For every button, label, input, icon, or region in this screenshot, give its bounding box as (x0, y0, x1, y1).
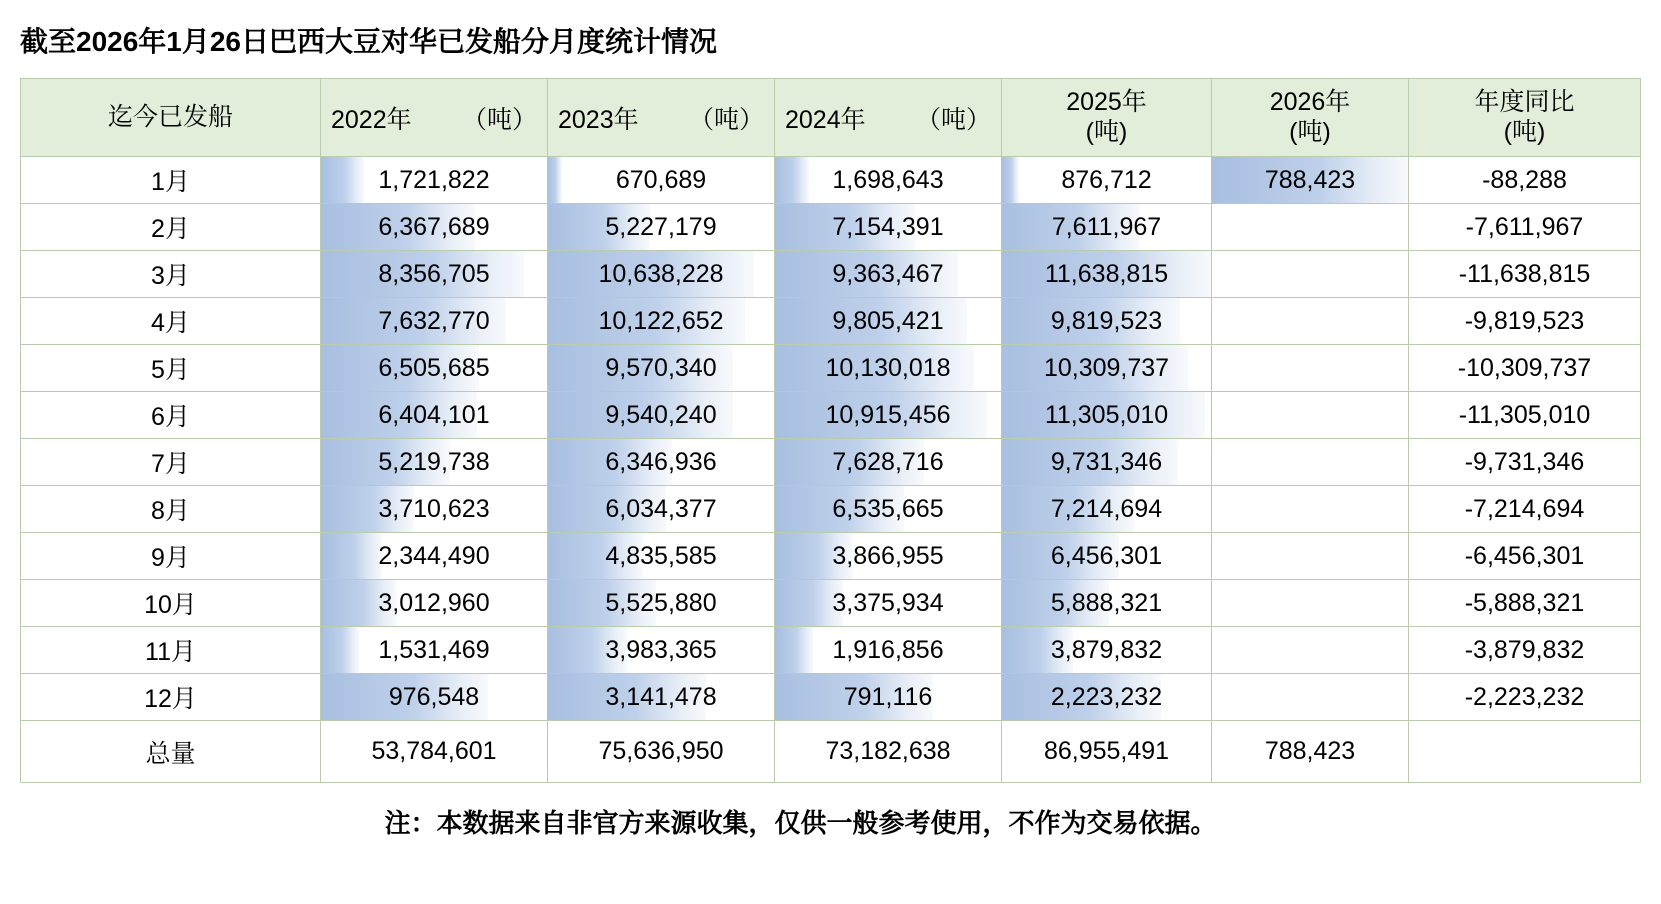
shipment-table (20, 78, 1641, 783)
col-header-2022-unit: （吨） (461, 105, 537, 134)
cell-yoy: -3,879,832 (1409, 627, 1641, 674)
cell-2022-value: 1,531,469 (378, 635, 490, 664)
table-row (21, 486, 1641, 533)
cell-month: 5月 (21, 345, 321, 392)
cell-2024 (775, 204, 1002, 251)
table-row (21, 392, 1641, 439)
cell-2022-value: 976,548 (388, 682, 480, 711)
col-header-yoy-label: 年度同比 (1474, 88, 1575, 116)
table-row (21, 439, 1641, 486)
table-row (21, 580, 1641, 627)
cell-2025 (1002, 439, 1212, 486)
cell-2026 (1212, 533, 1409, 580)
cell-yoy: -7,214,694 (1409, 486, 1641, 533)
cell-2026 (1212, 204, 1409, 251)
col-header-2022-split (321, 79, 547, 156)
cell-2022 (321, 298, 548, 345)
col-header-2026 (1212, 79, 1409, 157)
table-row (21, 627, 1641, 674)
total-2023: 75,636,950 (548, 721, 775, 783)
col-header-2023-unit: （吨） (688, 105, 764, 134)
col-header-2026-unit: (吨) (1289, 117, 1331, 146)
cell-yoy: -5,888,321 (1409, 580, 1641, 627)
cell-2023 (548, 486, 775, 533)
cell-2022-value: 6,367,689 (378, 212, 490, 241)
col-header-2024-label: 2024年 (785, 105, 866, 134)
cell-yoy: -88,288 (1409, 157, 1641, 204)
cell-2026 (1212, 392, 1409, 439)
cell-2023-value: 4,835,585 (605, 541, 717, 570)
cell-2024-value: 791,116 (843, 682, 933, 711)
cell-2026 (1212, 345, 1409, 392)
cell-2023 (548, 157, 775, 204)
cell-yoy: -9,731,346 (1409, 439, 1641, 486)
cell-2024-value: 3,866,955 (832, 541, 944, 570)
cell-2022 (321, 251, 548, 298)
cell-2024-value: 1,698,643 (832, 165, 944, 194)
cell-2023 (548, 392, 775, 439)
cell-2022 (321, 674, 548, 721)
cell-month: 12月 (21, 674, 321, 721)
cell-2023 (548, 627, 775, 674)
total-2024: 73,182,638 (775, 721, 1002, 783)
cell-2024 (775, 533, 1002, 580)
table-header (21, 79, 1641, 157)
cell-2025 (1002, 580, 1212, 627)
table-body (21, 157, 1641, 721)
col-header-2022-label: 2022年 (331, 105, 412, 134)
cell-2024 (775, 298, 1002, 345)
cell-2023-value: 3,983,365 (605, 635, 717, 664)
col-header-2024-split (775, 79, 1001, 156)
total-yoy (1409, 721, 1641, 783)
cell-month: 3月 (21, 251, 321, 298)
cell-2023 (548, 533, 775, 580)
cell-2023-value: 670,689 (615, 165, 707, 194)
cell-2022-value: 3,710,623 (378, 494, 490, 523)
cell-2026 (1212, 627, 1409, 674)
cell-2026 (1212, 486, 1409, 533)
cell-2025 (1002, 674, 1212, 721)
col-header-2023-label: 2023年 (558, 105, 639, 134)
cell-yoy: -11,305,010 (1409, 392, 1641, 439)
cell-2022 (321, 345, 548, 392)
col-header-yoy-unit: (吨) (1503, 117, 1546, 146)
cell-2023 (548, 439, 775, 486)
cell-2023-value: 6,034,377 (605, 494, 717, 523)
col-header-2024-unit: （吨） (915, 105, 991, 134)
col-header-2023-split (548, 79, 774, 156)
total-2026: 788,423 (1212, 721, 1409, 783)
cell-2022 (321, 439, 548, 486)
cell-2024-value: 9,805,421 (832, 306, 944, 335)
cell-2026 (1212, 298, 1409, 345)
cell-2022-value: 2,344,490 (378, 541, 490, 570)
cell-2023-value: 6,346,936 (605, 447, 717, 476)
col-header-2025-label: 2025年 (1066, 88, 1147, 116)
cell-month: 4月 (21, 298, 321, 345)
cell-2025-value: 9,731,346 (1050, 447, 1163, 476)
totals-row (21, 721, 1641, 783)
cell-2026 (1212, 157, 1409, 204)
cell-2024 (775, 674, 1002, 721)
cell-yoy: -10,309,737 (1409, 345, 1641, 392)
cell-month: 1月 (21, 157, 321, 204)
cell-2025-value: 11,305,010 (1044, 400, 1169, 429)
cell-2024-value: 7,628,716 (832, 447, 944, 476)
cell-2022 (321, 627, 548, 674)
cell-2024 (775, 251, 1002, 298)
cell-2023-value: 5,227,179 (605, 212, 717, 241)
cell-month: 8月 (21, 486, 321, 533)
page-title: 截至2026年1月26日巴西大豆对华已发船分月度统计情况 (20, 26, 718, 57)
cell-2025-value: 2,223,232 (1050, 682, 1163, 711)
cell-2025 (1002, 392, 1212, 439)
cell-2022-value: 5,219,738 (378, 447, 490, 476)
cell-2026-value: 788,423 (1264, 165, 1356, 194)
cell-2025-value: 7,214,694 (1050, 494, 1163, 523)
cell-month: 6月 (21, 392, 321, 439)
cell-yoy: -7,611,967 (1409, 204, 1641, 251)
cell-2022 (321, 580, 548, 627)
cell-2024 (775, 627, 1002, 674)
cell-2025-value: 7,611,967 (1051, 212, 1162, 241)
table-row (21, 674, 1641, 721)
cell-2022-value: 1,721,822 (378, 165, 490, 194)
cell-2024 (775, 439, 1002, 486)
cell-2024 (775, 392, 1002, 439)
cell-2025-value: 5,888,321 (1050, 588, 1163, 617)
cell-2023-value: 5,525,880 (605, 588, 717, 617)
cell-2022 (321, 392, 548, 439)
totals-label: 总量 (21, 721, 321, 783)
cell-2025-value: 11,638,815 (1044, 259, 1169, 288)
cell-2024 (775, 580, 1002, 627)
cell-2023 (548, 298, 775, 345)
cell-2025 (1002, 345, 1212, 392)
cell-2023 (548, 204, 775, 251)
table-row (21, 157, 1641, 204)
cell-2023 (548, 674, 775, 721)
cell-month: 9月 (21, 533, 321, 580)
cell-2026 (1212, 674, 1409, 721)
cell-2023-value: 10,638,228 (598, 259, 724, 288)
col-header-yoy (1409, 79, 1641, 157)
cell-2022-value: 7,632,770 (378, 306, 490, 335)
cell-2024-value: 10,130,018 (825, 353, 951, 382)
col-header-2022 (321, 79, 548, 157)
cell-2024 (775, 345, 1002, 392)
cell-2023-value: 9,570,340 (605, 353, 717, 382)
cell-2025-value: 10,309,737 (1043, 353, 1170, 382)
cell-2025 (1002, 157, 1212, 204)
cell-2024-value: 7,154,391 (832, 212, 944, 241)
cell-2025-value: 9,819,523 (1050, 306, 1163, 335)
cell-2024-value: 1,916,856 (832, 635, 944, 664)
cell-2022-value: 6,404,101 (378, 400, 490, 429)
table-row (21, 251, 1641, 298)
col-header-2025 (1002, 79, 1212, 157)
cell-2024-value: 10,915,456 (825, 400, 951, 429)
cell-2024-value: 9,363,467 (832, 259, 944, 288)
cell-2025 (1002, 204, 1212, 251)
cell-2025 (1002, 298, 1212, 345)
total-2025: 86,955,491 (1002, 721, 1212, 783)
col-header-month (21, 79, 321, 157)
cell-2022-value: 8,356,705 (378, 259, 490, 288)
col-header-2023 (548, 79, 775, 157)
cell-2022 (321, 157, 548, 204)
cell-month: 7月 (21, 439, 321, 486)
col-header-2024 (775, 79, 1002, 157)
cell-2022 (321, 486, 548, 533)
table-row (21, 533, 1641, 580)
cell-2025 (1002, 533, 1212, 580)
cell-yoy: -2,223,232 (1409, 674, 1641, 721)
cell-2023 (548, 345, 775, 392)
cell-2024-value: 3,375,934 (832, 588, 944, 617)
table-footer (21, 721, 1641, 783)
cell-2024 (775, 486, 1002, 533)
cell-2023 (548, 580, 775, 627)
cell-2023-value: 10,122,652 (598, 306, 724, 335)
cell-2026 (1212, 251, 1409, 298)
table-row (21, 298, 1641, 345)
cell-2025-value: 876,712 (1061, 165, 1152, 194)
cell-2024-value: 6,535,665 (832, 494, 944, 523)
cell-month: 2月 (21, 204, 321, 251)
cell-2022 (321, 204, 548, 251)
total-2022: 53,784,601 (321, 721, 548, 783)
cell-2022-value: 6,505,685 (378, 353, 490, 382)
col-header-2026-label: 2026年 (1269, 88, 1351, 116)
cell-yoy: -9,819,523 (1409, 298, 1641, 345)
cell-month: 11月 (21, 627, 321, 674)
footnote: 注：本数据来自非官方来源收集，仅供一般参考使用，不作为交易依据。 (384, 808, 1217, 838)
cell-2026 (1212, 439, 1409, 486)
cell-2023-value: 9,540,240 (605, 400, 717, 429)
table-row (21, 204, 1641, 251)
cell-month: 10月 (21, 580, 321, 627)
cell-2023 (548, 251, 775, 298)
cell-2025-value: 3,879,832 (1050, 635, 1163, 664)
table-row (21, 345, 1641, 392)
cell-2025 (1002, 251, 1212, 298)
header-row (21, 79, 1641, 157)
cell-yoy: -11,638,815 (1409, 251, 1641, 298)
col-header-month-label: 迄今已发船 (107, 102, 233, 131)
col-header-2025-unit: (吨) (1085, 117, 1128, 146)
cell-2025-value: 6,456,301 (1050, 541, 1163, 570)
cell-2023-value: 3,141,478 (605, 682, 717, 711)
cell-2025 (1002, 627, 1212, 674)
cell-2022-value: 3,012,960 (378, 588, 490, 617)
cell-2024 (775, 157, 1002, 204)
cell-yoy: -6,456,301 (1409, 533, 1641, 580)
cell-2026 (1212, 580, 1409, 627)
cell-2025 (1002, 486, 1212, 533)
cell-2022 (321, 533, 548, 580)
